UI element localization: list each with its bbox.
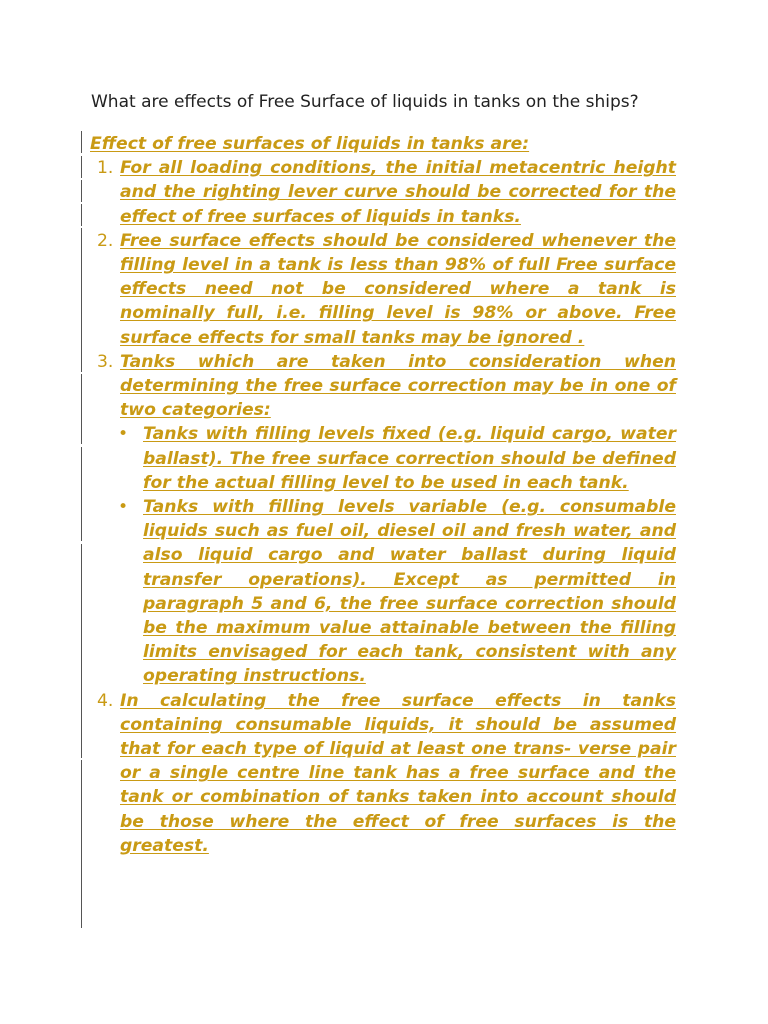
change-bar [81, 131, 82, 153]
list-item-number: 3. [97, 351, 114, 372]
change-bar [81, 447, 82, 541]
change-bar [81, 544, 82, 758]
change-bar [81, 204, 82, 226]
question-title: What are effects of Free Surface of liquids in tanks on the ships? [91, 92, 639, 112]
answer-body [90, 132, 676, 858]
change-bar [81, 156, 82, 178]
list-item-number: 2. [97, 230, 114, 251]
change-bar [81, 760, 82, 928]
change-bar [81, 228, 82, 372]
list-item [90, 689, 676, 858]
list-item-text: For all loading conditions, the initial metacentric height and the righting lever curve should be corrected for the effect of free surfaces of liquids in tanks. [120, 158, 676, 227]
change-bar [81, 374, 82, 444]
sub-list-item [120, 422, 676, 495]
sub-list-item-text: Tanks with filling levels variable (e.g. consumable liquids such as fuel oil, diesel oil and fresh water, and also liquid cargo and water ballast during liquid transfer operations). Except as permitted in paragraph 5 and 6, the free surface correction should be the maximum value attainable between the filling limits envisaged for each tank, consistent with any operating instructions. [143, 497, 676, 687]
sub-list-item-text: Tanks with filling levels fixed (e.g. liquid cargo, water ballast). The free surface correction should be defined for the actual filling level to be used in each tank. [143, 424, 676, 493]
sub-list-item [120, 495, 676, 689]
answer-heading: Effect of free surfaces of liquids in tanks are: [90, 134, 530, 154]
change-bar [81, 180, 82, 202]
effects-list [90, 156, 676, 858]
list-item [90, 350, 676, 689]
categories-list [120, 422, 676, 688]
list-item-text: In calculating the free surface effects in tanks containing consumable liquids, it should be assumed that for each type of liquid at least one trans- verse pair or a single centre line tank has a free surface and the tank or combination of tanks taken into account should be those where the effect of free surfaces is the greatest. [120, 690, 676, 856]
list-item-text: Tanks which are taken into consideration when determining the free surface correction may be in one of two categories: [120, 351, 676, 421]
list-item [90, 229, 676, 350]
list-item-number: 4. [97, 690, 114, 711]
list-item-number: 1. [97, 158, 114, 179]
list-item [90, 156, 676, 229]
list-item-text: Free surface effects should be considered whenever the filling level in a tank is less than 98% of full Free surface effects need not be considered where a tank is nominally full, i.e. filling level is 98% or above. Free surface effects for small tanks may be ignored . [120, 230, 676, 348]
bullet-icon: • [118, 424, 129, 445]
bullet-icon: • [118, 497, 129, 518]
